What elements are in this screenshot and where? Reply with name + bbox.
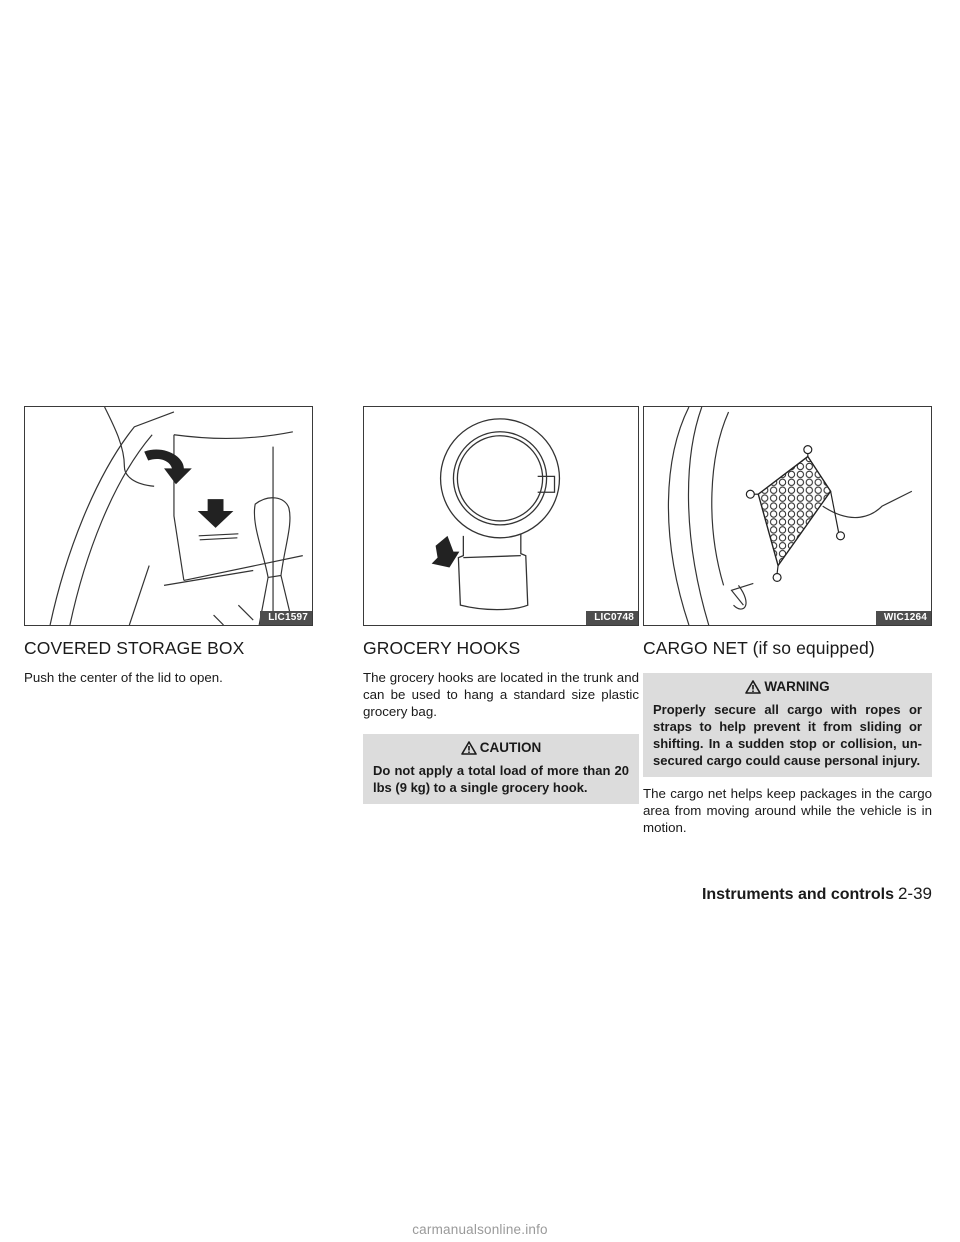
cargo-net-mesh (758, 457, 830, 566)
curved-arrow-icon (144, 450, 192, 485)
section-body: The grocery hooks are located in the trunk and can be used to hang a standard size plastic grocery bag. (363, 670, 639, 719)
section-body: Push the center of the lid to open. (24, 670, 223, 685)
footer-section-name: Instruments and controls (701, 886, 894, 903)
section-title: GROCERY HOOKS (363, 638, 521, 658)
caution-box (363, 734, 639, 804)
warning-label: WARNING (764, 679, 830, 694)
figure-code: LIC1597 (260, 611, 312, 625)
caution-heading (373, 740, 629, 755)
figure-code: WIC1264 (876, 611, 931, 625)
warning-triangle-icon (461, 741, 477, 755)
pointer-arrow-icon (432, 536, 460, 568)
console-lid-drawing (25, 407, 312, 625)
grocery-hook-illustration (363, 406, 639, 626)
warning-heading (653, 679, 922, 694)
section-title: COVERED STORAGE BOX (24, 638, 245, 658)
section-body: The cargo net helps keep packages in the cargo area from moving around while the vehicle is in motion. (643, 786, 932, 835)
cargo-net-drawing (644, 407, 931, 625)
grocery-hook-drawing (364, 407, 638, 625)
warning-triangle-icon (745, 680, 761, 694)
figure-code: LIC0748 (586, 611, 638, 625)
down-arrow-icon (198, 499, 234, 528)
watermark: carmanualsonline.info (412, 1222, 548, 1237)
warning-text: Properly secure all cargo with ropes or straps to help prevent it from sliding or shifting. In a sudden stop or collision, un-secured cargo could cause personal injury. (653, 702, 922, 768)
section-title-main: CARGO NET (643, 638, 748, 658)
cargo-net-illustration (643, 406, 932, 626)
warning-box (643, 673, 932, 777)
page-footer (702, 884, 932, 904)
section-covered-storage-box (24, 406, 313, 686)
caution-text: Do not apply a total load of more than 20 lbs (9 kg) to a single grocery hook. (373, 763, 629, 795)
storage-box-illustration (24, 406, 313, 626)
footer-page-number: 2-39 (897, 884, 932, 903)
section-grocery-hooks (363, 406, 639, 812)
section-title-suffix: (if so equipped) (752, 638, 875, 658)
section-title (643, 638, 932, 659)
section-cargo-net (643, 406, 932, 836)
caution-label: CAUTION (479, 740, 542, 755)
